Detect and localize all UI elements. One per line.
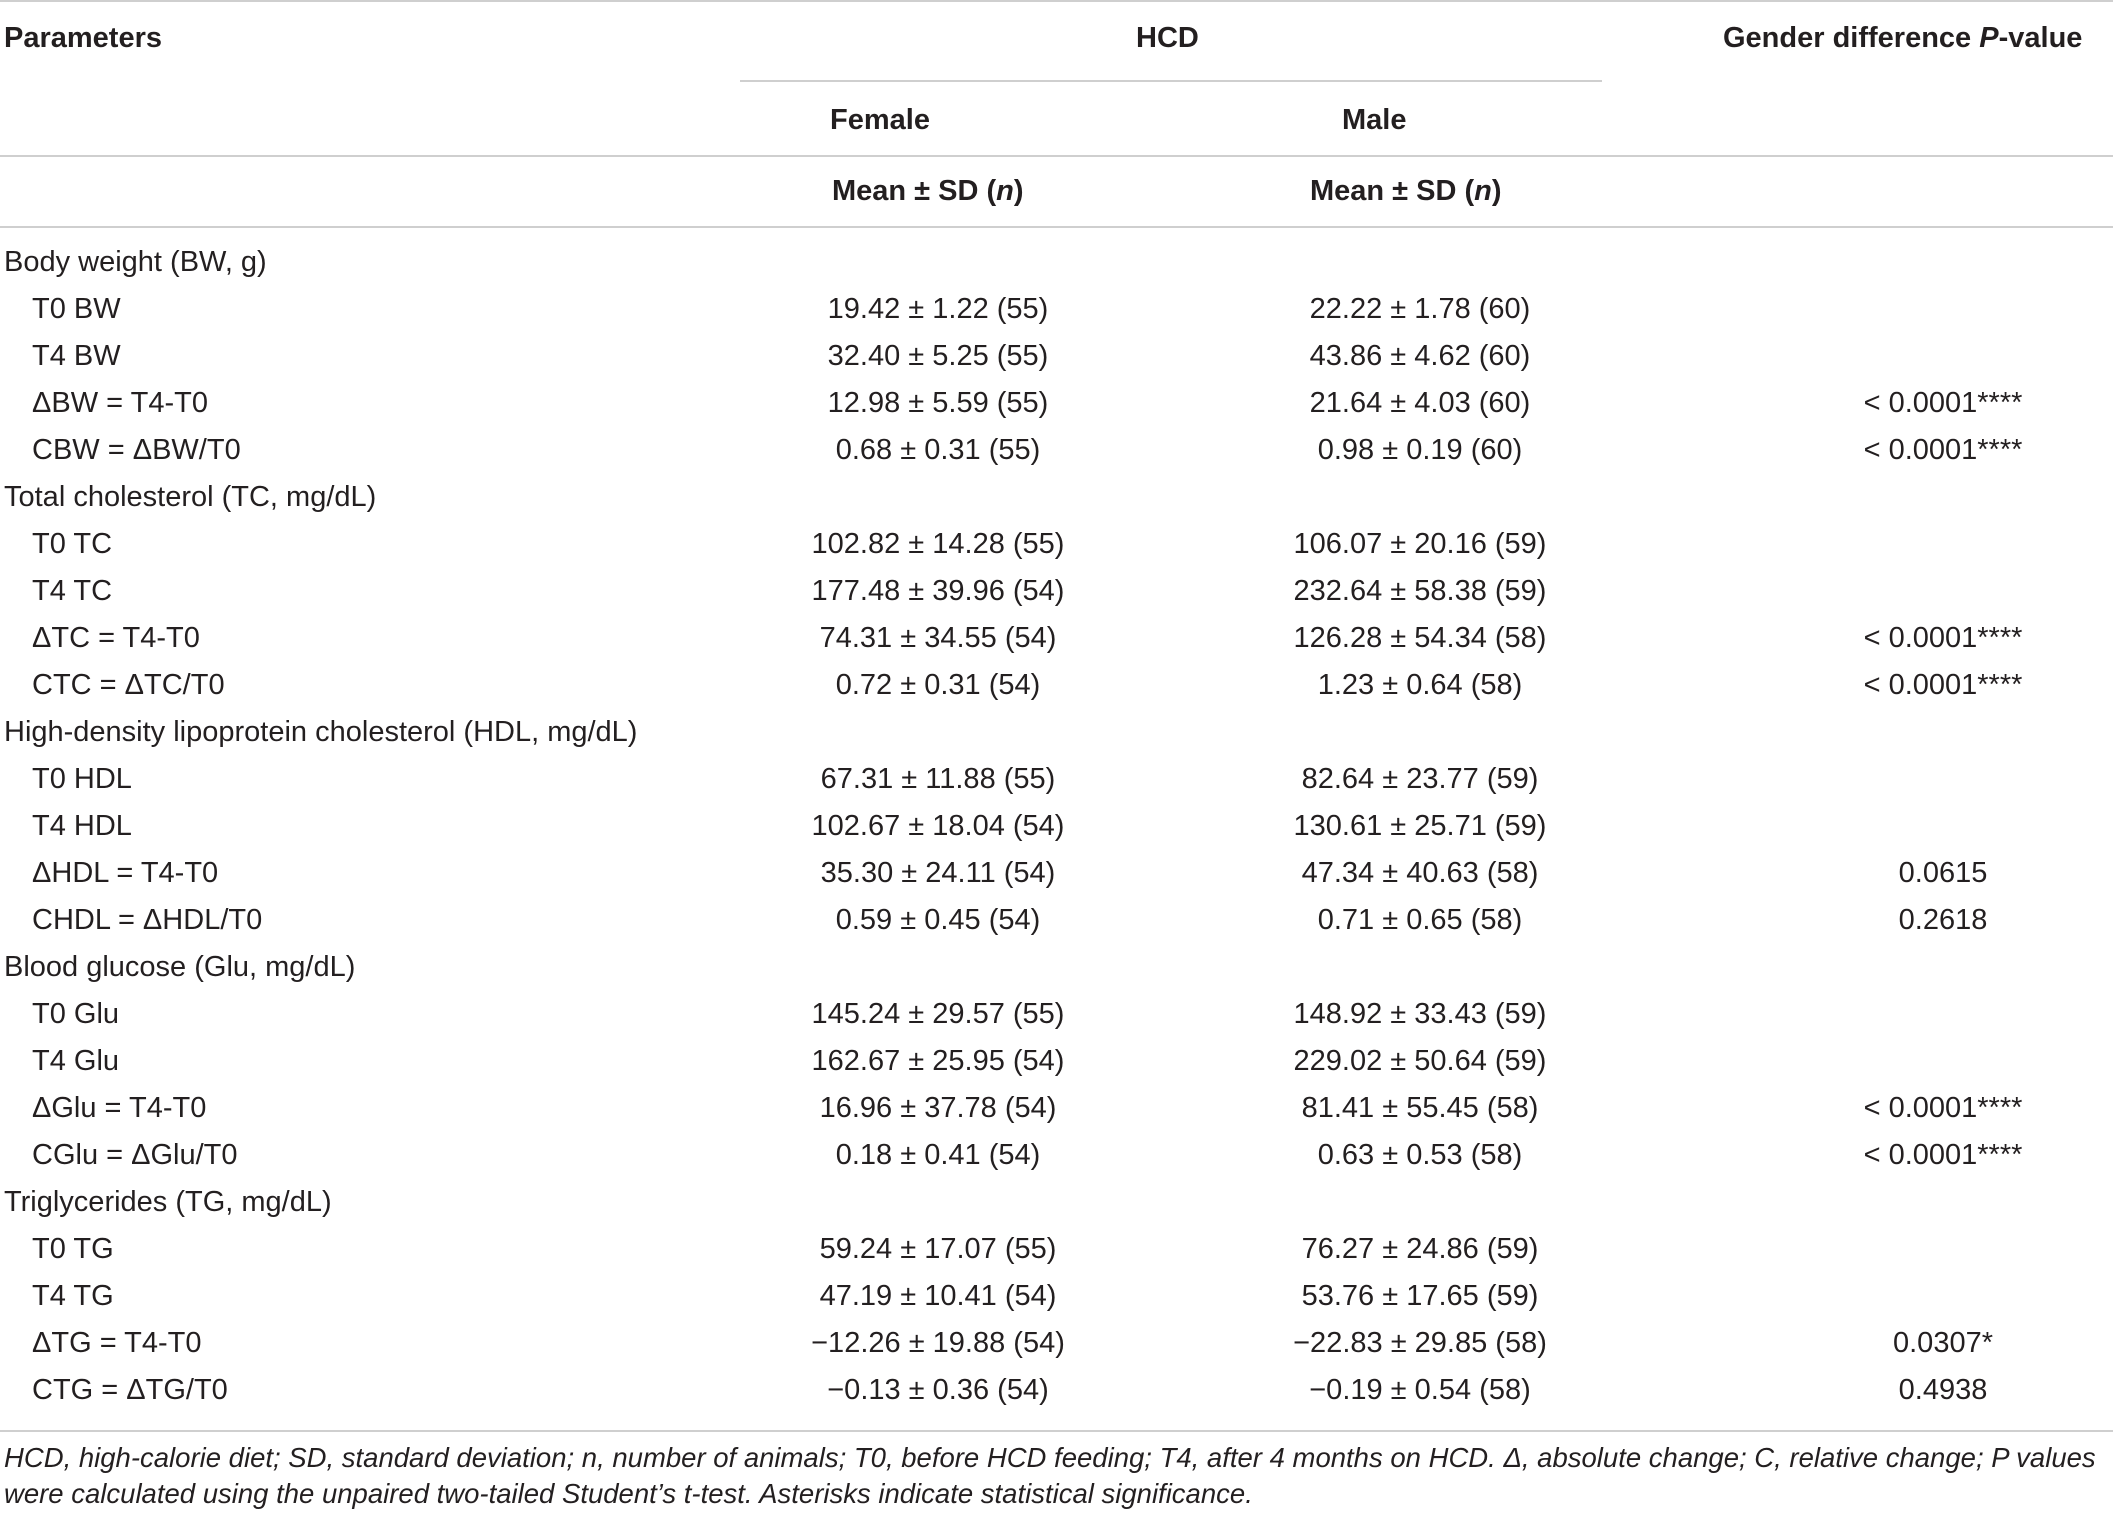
male-value: −22.83 ± 29.85 (58) <box>1293 1327 1547 1359</box>
table-row <box>0 756 2113 803</box>
male-value: 1.23 ± 0.64 (58) <box>1317 669 1523 701</box>
row-parameter: T0 BW <box>32 293 121 325</box>
male-value: 232.64 ± 58.38 (59) <box>1293 575 1547 607</box>
male-value: 21.64 ± 4.03 (60) <box>1309 387 1531 419</box>
p-value: < 0.0001**** <box>1863 669 2023 701</box>
table-row <box>0 1179 2113 1226</box>
p-value: < 0.0001**** <box>1863 387 2023 419</box>
female-value: 0.18 ± 0.41 (54) <box>835 1139 1041 1171</box>
row-parameter: T4 Glu <box>32 1045 120 1077</box>
hcd-spanner-rule <box>740 80 1602 82</box>
column-header-male-stat <box>1310 175 1502 208</box>
male-value: 53.76 ± 17.65 (59) <box>1301 1280 1539 1312</box>
row-parameter: ΔHDL = T4-T0 <box>32 857 219 889</box>
p-value: < 0.0001**** <box>1863 434 2023 466</box>
stat-header-italic: n <box>1474 175 1492 207</box>
table-row <box>0 615 2113 662</box>
table-row <box>0 286 2113 333</box>
table-row <box>0 1132 2113 1179</box>
table-row <box>0 1273 2113 1320</box>
male-value: 106.07 ± 20.16 (59) <box>1293 528 1547 560</box>
female-value: 12.98 ± 5.59 (55) <box>827 387 1049 419</box>
table-row <box>0 897 2113 944</box>
stat-header-prefix: Mean ± SD ( <box>1310 175 1475 207</box>
table-row <box>0 662 2113 709</box>
female-value: 67.31 ± 11.88 (55) <box>820 763 1056 795</box>
male-value: 148.92 ± 33.43 (59) <box>1293 998 1547 1030</box>
row-parameter: T0 HDL <box>32 763 132 795</box>
female-value: 145.24 ± 29.57 (55) <box>811 998 1065 1030</box>
header-bottom-rule <box>0 226 2113 228</box>
row-parameter: High-density lipoprotein cholesterol (HDL, mg/dL) <box>4 716 638 748</box>
p-value: < 0.0001**** <box>1863 1092 2023 1124</box>
male-value: 22.22 ± 1.78 (60) <box>1309 293 1531 325</box>
column-header-gender-difference-pvalue <box>1723 22 2082 55</box>
table-row <box>0 1226 2113 1273</box>
male-value: 47.34 ± 40.63 (58) <box>1301 857 1539 889</box>
table-bottom-rule <box>0 1430 2113 1432</box>
column-header-female: Female <box>830 104 930 136</box>
row-parameter: Blood glucose (Glu, mg/dL) <box>4 951 356 983</box>
male-value: 229.02 ± 50.64 (59) <box>1293 1045 1547 1077</box>
row-parameter: ΔGlu = T4-T0 <box>32 1092 207 1124</box>
p-value: < 0.0001**** <box>1863 622 2023 654</box>
row-parameter: ΔTC = T4-T0 <box>32 622 200 654</box>
female-value: 59.24 ± 17.07 (55) <box>819 1233 1057 1265</box>
row-parameter: T4 HDL <box>32 810 132 842</box>
p-value: < 0.0001**** <box>1863 1139 2023 1171</box>
male-value: 0.63 ± 0.53 (58) <box>1317 1139 1523 1171</box>
row-parameter: CTC = ΔTC/T0 <box>32 669 225 701</box>
table-row <box>0 239 2113 286</box>
row-parameter: ΔBW = T4-T0 <box>32 387 208 419</box>
row-parameter: T4 BW <box>32 340 121 372</box>
row-parameter: CGlu = ΔGlu/T0 <box>32 1139 238 1171</box>
male-value: 76.27 ± 24.86 (59) <box>1301 1233 1539 1265</box>
row-parameter: Body weight (BW, g) <box>4 246 267 278</box>
female-value: 102.67 ± 18.04 (54) <box>811 810 1065 842</box>
table-footnote: HCD, high-calorie diet; SD, standard deviation; n, number of animals; T0, before HCD feeding; T4, after 4 months on HCD. Δ, absolute change; C, relative change; P values were calculated using the unpaired two-tailed Student’s t-test. Asterisks indicate statistical significance. <box>4 1442 2096 1509</box>
female-value: 0.59 ± 0.45 (54) <box>835 904 1041 936</box>
female-value: 32.40 ± 5.25 (55) <box>827 340 1049 372</box>
table-row <box>0 709 2113 756</box>
table-row <box>0 568 2113 615</box>
male-value: 81.41 ± 55.45 (58) <box>1301 1092 1539 1124</box>
p-value: 0.0615 <box>1898 857 1988 889</box>
table-row <box>0 380 2113 427</box>
table-row <box>0 474 2113 521</box>
table-row <box>0 944 2113 991</box>
row-parameter: T4 TG <box>32 1280 114 1312</box>
column-header-male: Male <box>1342 104 1407 136</box>
p-value: 0.2618 <box>1898 904 1988 936</box>
stat-header-prefix: Mean ± SD ( <box>832 175 997 207</box>
female-value: −0.13 ± 0.36 (54) <box>827 1374 1049 1406</box>
female-value: 0.72 ± 0.31 (54) <box>835 669 1041 701</box>
female-value: 19.42 ± 1.22 (55) <box>827 293 1049 325</box>
male-value: 130.61 ± 25.71 (59) <box>1293 810 1547 842</box>
row-parameter: T4 TC <box>32 575 113 607</box>
male-value: 126.28 ± 54.34 (58) <box>1293 622 1547 654</box>
table-row <box>0 991 2113 1038</box>
table-row <box>0 1085 2113 1132</box>
row-parameter: CHDL = ΔHDL/T0 <box>32 904 263 936</box>
female-value: 16.96 ± 37.78 (54) <box>819 1092 1057 1124</box>
stat-header-suffix: ) <box>1013 175 1024 207</box>
female-value: 162.67 ± 25.95 (54) <box>811 1045 1065 1077</box>
female-value: 74.31 ± 34.55 (54) <box>819 622 1057 654</box>
table-row <box>0 333 2113 380</box>
stat-header-italic: n <box>996 175 1014 207</box>
table-row <box>0 850 2113 897</box>
female-value: 0.68 ± 0.31 (55) <box>835 434 1041 466</box>
p-value: 0.4938 <box>1898 1374 1988 1406</box>
row-parameter: T0 TC <box>32 528 113 560</box>
header-mid-rule <box>0 155 2113 157</box>
column-header-hcd: HCD <box>1136 22 1199 54</box>
male-value: 0.98 ± 0.19 (60) <box>1317 434 1523 466</box>
pvalue-header-suffix: -value <box>1998 22 2083 54</box>
row-parameter: T0 TG <box>32 1233 114 1265</box>
column-header-parameters: Parameters <box>4 22 162 54</box>
row-parameter: T0 Glu <box>32 998 120 1030</box>
table-row <box>0 427 2113 474</box>
female-value: −12.26 ± 19.88 (54) <box>811 1327 1065 1359</box>
female-value: 102.82 ± 14.28 (55) <box>811 528 1065 560</box>
female-value: 177.48 ± 39.96 (54) <box>811 575 1065 607</box>
row-parameter: CTG = ΔTG/T0 <box>32 1374 228 1406</box>
row-parameter: Triglycerides (TG, mg/dL) <box>4 1186 332 1218</box>
female-value: 35.30 ± 24.11 (54) <box>820 857 1056 889</box>
male-value: 43.86 ± 4.62 (60) <box>1309 340 1531 372</box>
male-value: −0.19 ± 0.54 (58) <box>1309 1374 1531 1406</box>
pvalue-header-prefix: Gender difference <box>1723 22 1980 54</box>
column-header-female-stat <box>832 175 1024 208</box>
row-parameter: Total cholesterol (TC, mg/dL) <box>4 481 377 513</box>
male-value: 0.71 ± 0.65 (58) <box>1317 904 1523 936</box>
pvalue-header-italic: P <box>1979 22 1999 54</box>
row-parameter: CBW = ΔBW/T0 <box>32 434 241 466</box>
table-row <box>0 1038 2113 1085</box>
table-row <box>0 1367 2113 1414</box>
table-row <box>0 521 2113 568</box>
male-value: 82.64 ± 23.77 (59) <box>1301 763 1539 795</box>
row-parameter: ΔTG = T4-T0 <box>32 1327 202 1359</box>
table-row <box>0 1320 2113 1367</box>
table-top-rule <box>0 0 2113 2</box>
p-value: 0.0307* <box>1893 1327 1993 1359</box>
table-row <box>0 803 2113 850</box>
female-value: 47.19 ± 10.41 (54) <box>819 1280 1057 1312</box>
stat-header-suffix: ) <box>1491 175 1502 207</box>
